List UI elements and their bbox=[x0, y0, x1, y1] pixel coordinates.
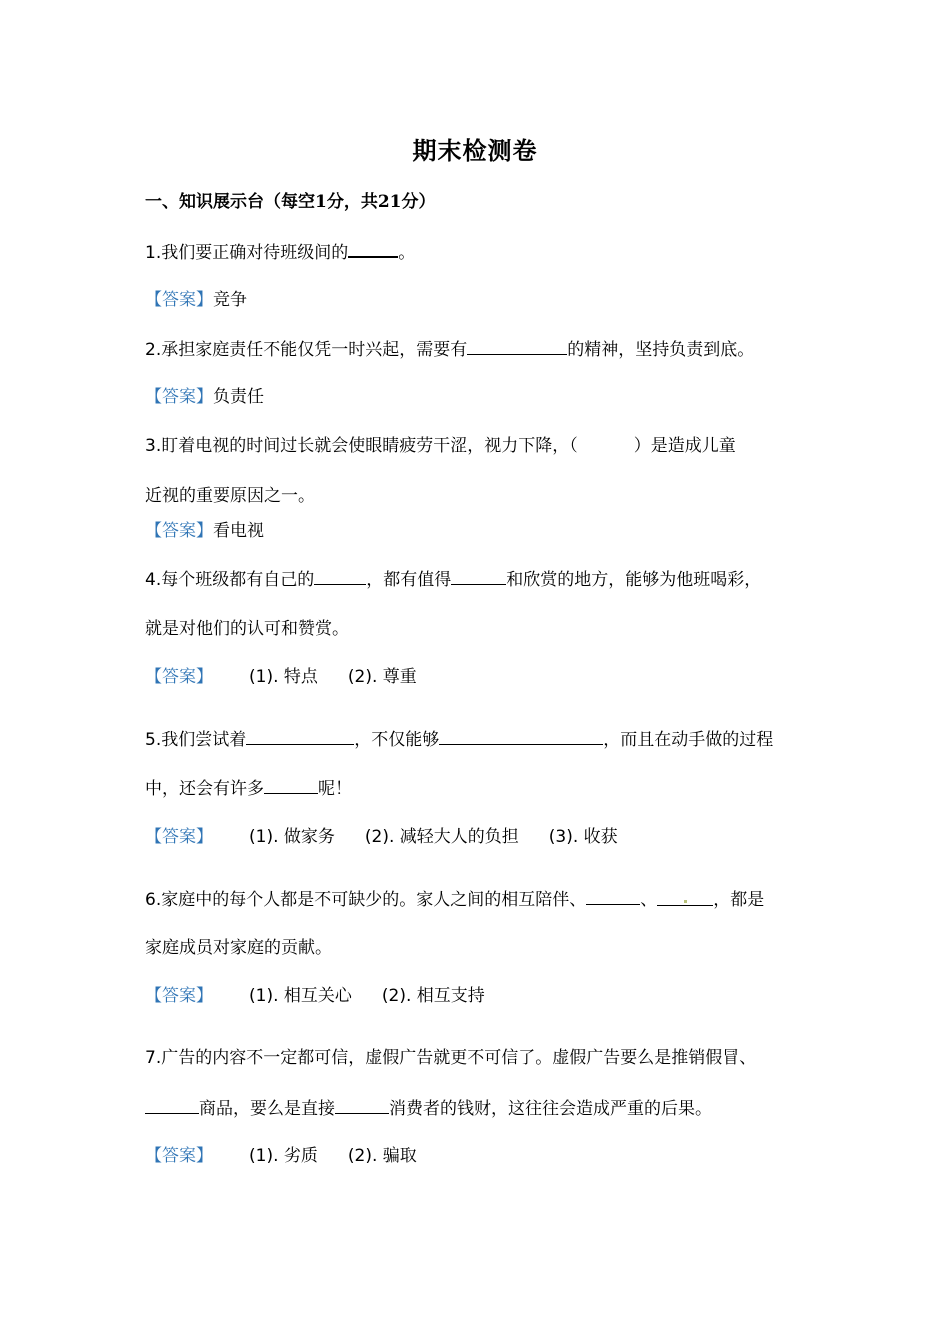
question-text: ，而且在动手做的过程 bbox=[603, 730, 774, 750]
answer-label: 【答案】 bbox=[145, 290, 213, 310]
question-4-line-2: 就是对他们的认可和赞赏。 bbox=[145, 619, 349, 639]
question-7-line-2 bbox=[145, 1095, 825, 1122]
question-5 bbox=[145, 726, 825, 753]
question-text: ，都是 bbox=[713, 890, 765, 910]
answer-item-1: (1). 做家务 bbox=[249, 827, 335, 847]
question-1 bbox=[145, 238, 825, 266]
answer-label: 【答案】 bbox=[145, 521, 213, 541]
question-5-line-2 bbox=[145, 775, 825, 802]
question-3-line-2: 近视的重要原因之一。 bbox=[145, 486, 315, 506]
question-text: 5.我们尝试着 bbox=[145, 730, 247, 750]
stray-mark bbox=[684, 900, 687, 903]
question-text: 消费者的钱财，这往往会造成严重的后果。 bbox=[389, 1099, 712, 1119]
fill-blank bbox=[467, 336, 567, 355]
question-text: 的精神，坚持负责到底。 bbox=[567, 340, 755, 360]
answer-item-2: (2). 相互支持 bbox=[381, 986, 485, 1006]
question-text: 和欣赏的地方，能够为他班喝彩， bbox=[506, 570, 762, 590]
fill-blank bbox=[264, 775, 318, 794]
question-4 bbox=[145, 566, 825, 593]
question-6 bbox=[145, 886, 825, 913]
fill-blank bbox=[657, 887, 713, 906]
answer-item-2: (2). 减轻大人的负担 bbox=[364, 827, 519, 847]
answer-label: 【答案】 bbox=[145, 387, 213, 407]
fill-blank bbox=[314, 566, 366, 585]
question-text: 1.我们要正确对待班级间的 bbox=[145, 243, 349, 263]
answer-label: 【答案】 bbox=[145, 1146, 213, 1166]
answer-item-2: (2). 尊重 bbox=[347, 667, 417, 687]
question-7: 7.广告的内容不一定都可信，虚假广告就更不可信了。虚假广告要么是推销假冒、 bbox=[145, 1048, 757, 1068]
answer-4 bbox=[145, 664, 825, 690]
question-text: ）是造成儿童 bbox=[633, 436, 736, 456]
question-text: 4.每个班级都有自己的 bbox=[145, 570, 315, 590]
fill-blank bbox=[348, 238, 398, 258]
question-text: 呢！ bbox=[318, 779, 352, 799]
question-text: 。 bbox=[398, 243, 416, 263]
answer-label: 【答案】 bbox=[145, 827, 213, 847]
question-text: ，都有值得 bbox=[366, 570, 452, 590]
question-text: ，不仅能够 bbox=[354, 730, 440, 750]
answer-text: 负责任 bbox=[213, 387, 264, 407]
answer-label: 【答案】 bbox=[145, 667, 213, 687]
page-title: 期末检测卷 bbox=[412, 136, 538, 165]
answer-item-1: (1). 特点 bbox=[249, 667, 318, 687]
answer-item-2: (2). 骗取 bbox=[347, 1146, 417, 1166]
answer-item-3: (3). 收获 bbox=[548, 827, 618, 847]
question-3 bbox=[145, 433, 825, 459]
answer-5 bbox=[145, 824, 825, 850]
answer-7 bbox=[145, 1143, 825, 1169]
answer-label: 【答案】 bbox=[145, 986, 213, 1006]
fill-blank bbox=[586, 886, 640, 905]
question-6-line-2: 家庭成员对家庭的贡献。 bbox=[145, 938, 332, 958]
answer-item-1: (1). 相互关心 bbox=[249, 986, 352, 1006]
fill-blank bbox=[439, 726, 603, 745]
question-text: 商品，要么是直接 bbox=[199, 1099, 335, 1119]
fill-blank bbox=[335, 1095, 389, 1114]
question-text: 6.家庭中的每个人都是不可缺少的。家人之间的相互陪伴、 bbox=[145, 890, 587, 910]
answer-text: 看电视 bbox=[213, 521, 264, 541]
answer-1 bbox=[145, 287, 825, 313]
answer-3 bbox=[145, 518, 825, 544]
question-text: 3.盯着电视的时间过长就会使眼睛疲劳干涩，视力下降，（ bbox=[145, 436, 578, 456]
answer-text: 竞争 bbox=[213, 290, 247, 310]
answer-2 bbox=[145, 384, 825, 410]
answer-item-1: (1). 劣质 bbox=[249, 1146, 318, 1166]
question-text: 中，还会有许多 bbox=[145, 779, 264, 799]
question-text: 、 bbox=[640, 890, 658, 910]
answer-6 bbox=[145, 983, 825, 1009]
question-text: 2.承担家庭责任不能仅凭一时兴起，需要有 bbox=[145, 340, 468, 360]
fill-blank bbox=[145, 1095, 199, 1114]
fill-blank bbox=[246, 726, 354, 745]
fill-blank bbox=[451, 566, 506, 585]
question-2 bbox=[145, 336, 825, 363]
section-heading: 一、知识展示台（每空1分，共21分） bbox=[145, 192, 436, 212]
